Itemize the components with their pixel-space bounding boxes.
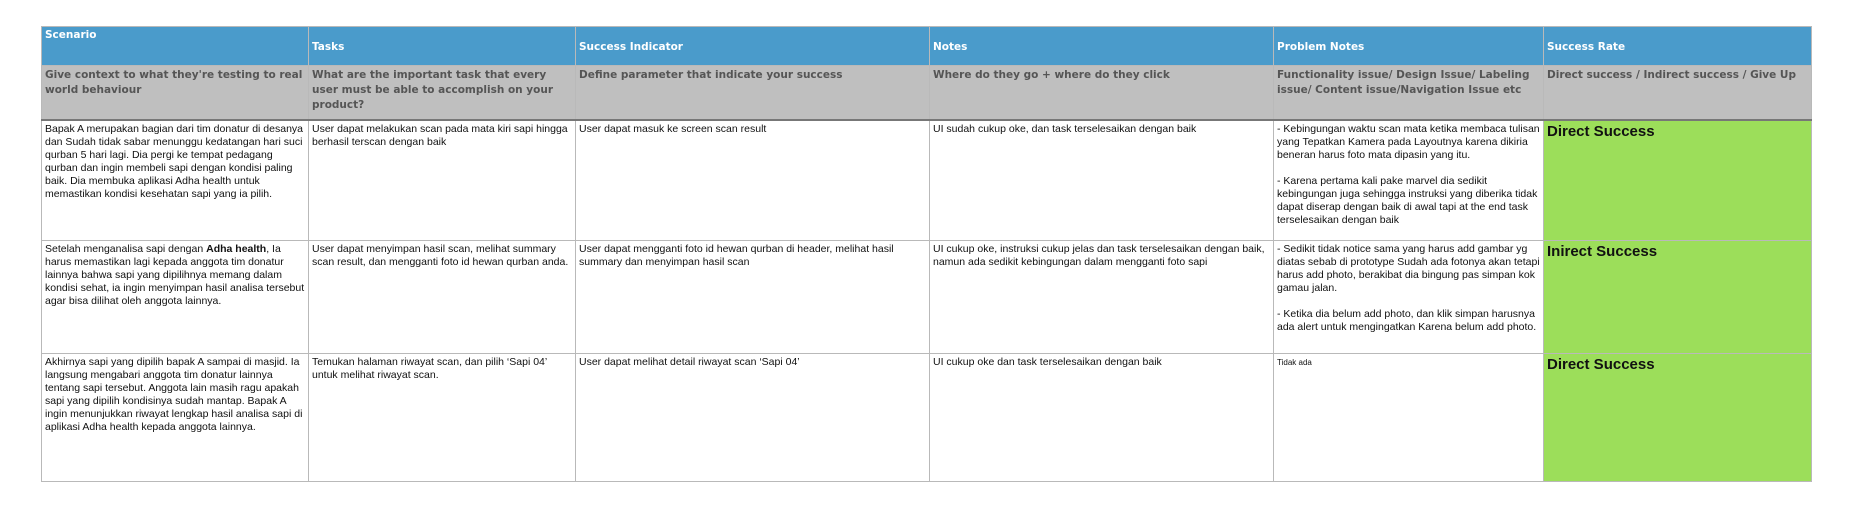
table-row [42, 354, 1812, 482]
header-scenario-label: Scenario [45, 29, 97, 41]
success-rate-cell[interactable]: Inirect Success [1544, 241, 1812, 354]
notes-cell[interactable]: UI cukup oke, instruksi cukup jelas dan task terselesaikan dengan baik, namun ada sedikit kebingungan dalam mengganti foto sapi [930, 241, 1274, 354]
header-notes[interactable] [930, 27, 1274, 66]
task-cell[interactable]: User dapat melakukan scan pada mata kiri sapi hingga berhasil terscan dengan baik [309, 120, 576, 241]
problem-note: - Ketika dia belum add photo, dan klik simpan harusnya ada alert untuk mengingatkan Karena belum add photo. [1277, 308, 1537, 333]
notes-cell[interactable]: UI sudah cukup oke, dan task terselesaikan dengan baik [930, 120, 1274, 241]
indicator-cell[interactable]: User dapat masuk ke screen scan result [576, 120, 930, 241]
indicator-cell[interactable]: User dapat mengganti foto id hewan qurban di header, melihat hasil summary dan menyimpan hasil scan [576, 241, 930, 354]
subheader-notes[interactable]: Where do they go + where do they click [930, 66, 1274, 121]
header-success-indicator-label: Success Indicator [579, 41, 683, 53]
problem-note: - Sedikit tidak notice sama yang harus add gambar yg diatas sebab di prototype Sudah ada fotonya akan tetapi harus add photo, berakibat dia bingung pas simpan kok gamau jalan. [1277, 243, 1540, 294]
scenario-cell[interactable] [42, 241, 309, 354]
success-rate-cell[interactable]: Direct Success [1544, 120, 1812, 241]
scenario-text: Setelah menganalisa sapi dengan [45, 243, 207, 255]
task-cell[interactable]: Temukan halaman riwayat scan, dan pilih ‘Sapi 04’ untuk melihat riwayat scan. [309, 354, 576, 482]
header-success-rate[interactable] [1544, 27, 1812, 66]
subheader-success-indicator[interactable]: Define parameter that indicate your success [576, 66, 930, 121]
scenario-cell[interactable]: Bapak A merupakan bagian dari tim donatur di desanya dan Sudah tidak sabar menunggu kedatangan hari suci qurban 5 hari lagi. Dia pergi ke tempat pedagang qurban dan ingin membeli sapi dengan kondisi paling baik. Dia membuka aplikasi Adha health untuk memastikan kondisi kesehatan sapi yang ia pilih. [42, 120, 309, 241]
scenario-text: , Ia harus memastikan lagi kepada anggota tim donatur lainnya bahwa sapi yang dipilihnya memang dalam kondisi sehat, ia ingin menyimpan hasil analisa tersebut agar bisa dilihat oleh anggota lainnya. [45, 243, 305, 307]
subheader-row [42, 66, 1812, 121]
indicator-cell[interactable]: User dapat melihat detail riwayat scan ‘Sapi 04’ [576, 354, 930, 482]
header-problem-notes[interactable] [1274, 27, 1544, 66]
subheader-success-rate[interactable]: Direct success / Indirect success / Give Up [1544, 66, 1812, 121]
header-tasks[interactable] [309, 27, 576, 66]
subheader-problem-notes[interactable]: Functionality issue/ Design Issue/ Labeling issue/ Content issue/Navigation Issue etc [1274, 66, 1544, 121]
success-rate-cell[interactable]: Direct Success [1544, 354, 1812, 482]
notes-cell[interactable]: UI cukup oke dan task terselesaikan dengan baik [930, 354, 1274, 482]
task-cell[interactable]: User dapat menyimpan hasil scan, melihat summary scan result, dan mengganti foto id hewan qurban anda. [309, 241, 576, 354]
scenario-cell[interactable]: Akhirnya sapi yang dipilih bapak A sampai di masjid. Ia langsung mengabari anggota tim donatur lainnya tentang sapi tersebut. Anggota lain masih ragu apakah sapi yang dipilih kondisinya sudah mantap. Bapak A ingin menunjukkan riwayat lengkap hasil analisa sapi di aplikasi Adha health kepada anggota lainnya. [42, 354, 309, 482]
problem-note: - Kebingungan waktu scan mata ketika membaca tulisan yang Tepatkan Kamera pada Layoutnya karena dikiria beneran harus foto mata dipasin yang itu. [1277, 123, 1540, 161]
problem-notes-cell[interactable] [1274, 354, 1544, 482]
problem-notes-cell[interactable] [1274, 241, 1544, 354]
header-success-indicator[interactable] [576, 27, 930, 66]
subheader-tasks[interactable]: What are the important task that every user must be able to accomplish on your product? [309, 66, 576, 121]
problem-note: Tidak ada [1277, 358, 1312, 367]
header-notes-label: Notes [933, 41, 968, 53]
usability-test-table [41, 26, 1812, 482]
problem-notes-cell[interactable] [1274, 120, 1544, 241]
problem-note: - Karena pertama kali pake marvel dia sedikit kebingungan juga sehingga instruksi yang diberika tidak dapat diserap dengan baik di awal tapi at the end task terselesaikan dengan baik [1277, 175, 1538, 226]
header-problem-notes-label: Problem Notes [1277, 41, 1365, 53]
header-tasks-label: Tasks [312, 41, 345, 53]
header-success-rate-label: Success Rate [1547, 41, 1626, 53]
header-row [42, 27, 1812, 66]
table-row [42, 241, 1812, 354]
header-scenario[interactable] [42, 27, 309, 66]
table-row [42, 120, 1812, 241]
app-name: Adha health [206, 243, 267, 255]
subheader-scenario[interactable]: Give context to what they're testing to real world behaviour [42, 66, 309, 121]
